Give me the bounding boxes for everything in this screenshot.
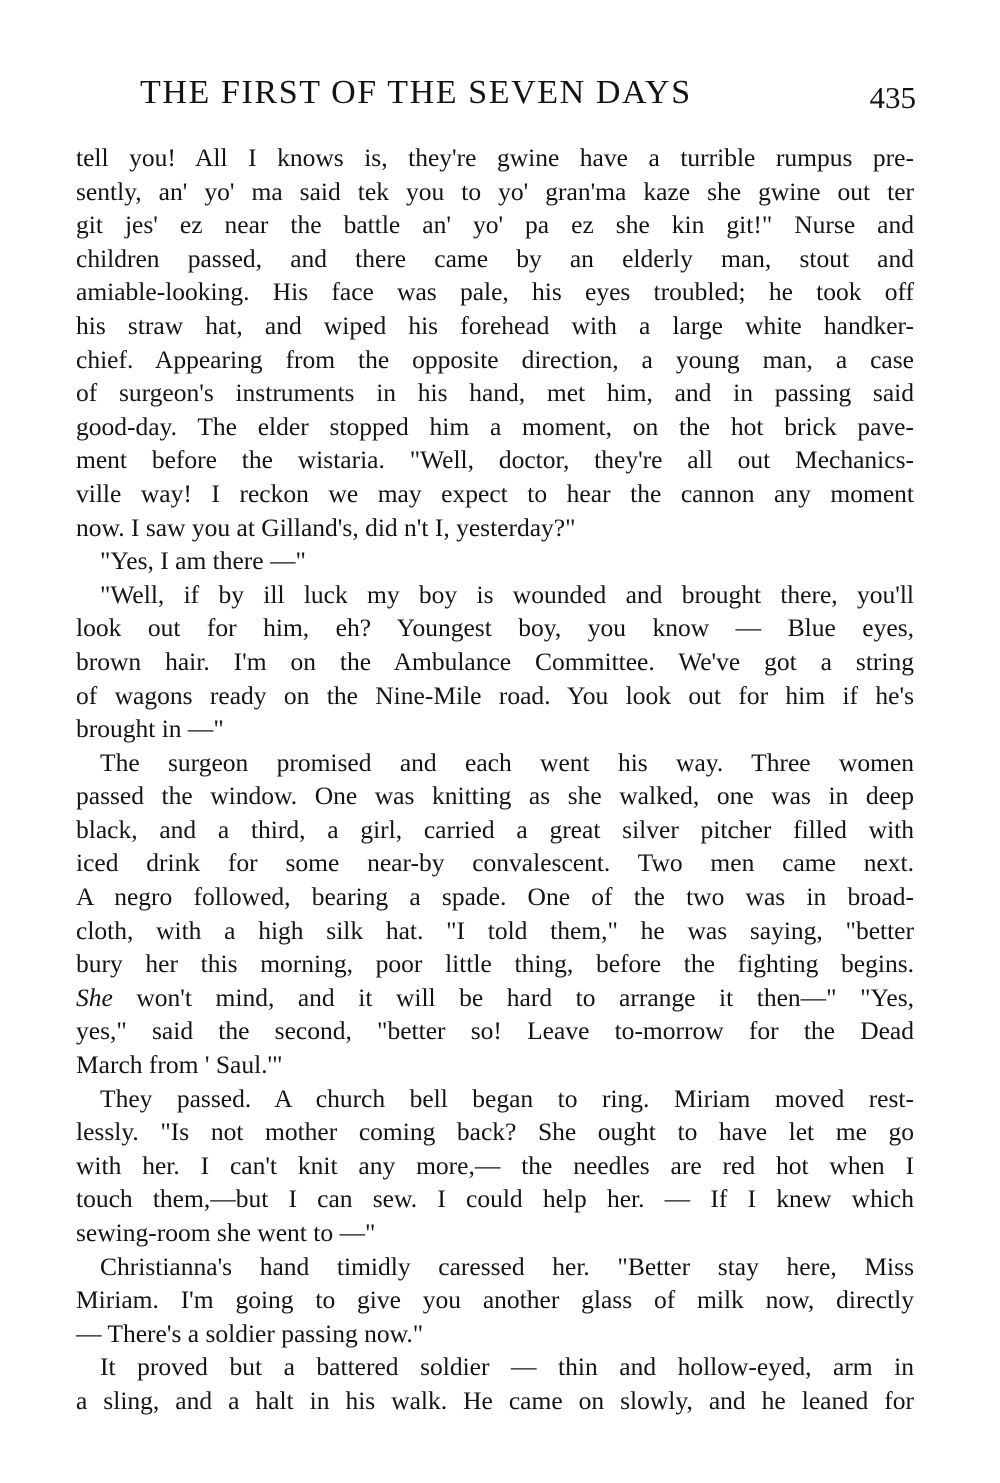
text-line: brought in —"	[76, 714, 224, 744]
text-line: of surgeon's instruments in his hand, met him, and in passing said	[76, 378, 914, 408]
text-line: his straw hat, and wiped his forehead with a large white handker-	[76, 310, 914, 340]
text-line: of wagons ready on the Nine-Mile road. You look out for him if he's	[76, 680, 914, 710]
text-line: children passed, and there came by an elderly man, stout and	[76, 243, 914, 273]
text-line: It proved but a battered soldier — thin and hollow-eyed, arm in	[100, 1352, 914, 1382]
text-line: cloth, with a high silk hat. "I told them," he was saying, "better	[76, 915, 914, 945]
text-line: Christianna's hand timidly caressed her. "Better stay here, Miss	[100, 1251, 914, 1281]
paragraph	[76, 1082, 914, 1250]
text-line: iced drink for some near-by convalescent. Two men came next.	[76, 848, 914, 878]
text-line: tell you! All I knows is, they're gwine have a turrible rumpus pre-	[76, 143, 914, 172]
text-line: Miriam. I'm going to give you another glass of milk now, directly	[76, 1285, 914, 1315]
text-line: yes," said the second, "better so! Leave to-morrow for the Dead	[76, 1016, 914, 1046]
text-line: look out for him, eh? Youngest boy, you know — Blue eyes,	[76, 613, 914, 643]
text-line: passed the window. One was knitting as she walked, one was in deep	[76, 781, 914, 811]
text-line: The surgeon promised and each went his way. Three women	[100, 747, 914, 777]
text-line: A negro followed, bearing a spade. One of the two was in broad-	[76, 882, 914, 912]
text-line: — There's a soldier passing now."	[76, 1318, 424, 1348]
paragraph	[76, 746, 914, 1082]
text-line: black, and a third, a girl, carried a great silver pitcher filled with	[76, 814, 914, 844]
text-line: a sling, and a halt in his walk. He came on slowly, and he leaned for	[76, 1385, 914, 1415]
text-line: "Yes, I am there —"	[100, 546, 306, 576]
text-line: amiable-looking. His face was pale, his eyes troubled; he took off	[76, 277, 914, 307]
paragraph	[76, 1250, 914, 1351]
italic-word: She	[76, 982, 113, 1012]
text-line: "Well, if by ill luck my boy is wounded and brought there, you'll	[100, 579, 914, 609]
text-line-rest: won't mind, and it will be hard to arrange it then—" "Yes,	[112, 982, 914, 1012]
text-line: ville way! I reckon we may expect to hear the cannon any moment	[76, 478, 914, 508]
text-line: ment before the wistaria. "Well, doctor, they're all out Mechanics-	[76, 445, 914, 475]
body-text	[76, 141, 914, 1418]
text-line: brown hair. I'm on the Ambulance Committee. We've got a string	[76, 646, 914, 676]
text-line: with her. I can't knit any more,— the needles are red hot when I	[76, 1150, 914, 1180]
paragraph	[76, 1350, 914, 1417]
text-line: now. I saw you at Gilland's, did n't I, yesterday?"	[76, 512, 576, 542]
text-line: lessly. "Is not mother coming back? She ought to have let me go	[76, 1117, 914, 1147]
text-line	[76, 981, 914, 1015]
running-title: THE FIRST OF THE SEVEN DAYS	[140, 74, 692, 111]
paragraph	[76, 544, 914, 578]
text-line: bury her this morning, poor little thing, before the fighting begins.	[76, 949, 914, 979]
text-line: touch them,—but I can sew. I could help her. — If I knew which	[76, 1184, 914, 1214]
text-line: March from ' Saul.'"	[76, 1050, 283, 1080]
text-line: sently, an' yo' ma said tek you to yo' gran'ma kaze she gwine out ter	[76, 176, 914, 206]
page-number: 435	[869, 80, 916, 115]
text-line: They passed. A church bell began to ring. Miriam moved rest-	[100, 1083, 914, 1113]
text-line: good-day. The elder stopped him a moment, on the hot brick pave-	[76, 411, 914, 441]
paragraph	[76, 578, 914, 746]
page-header	[76, 70, 916, 120]
paragraph	[76, 141, 914, 544]
text-line: chief. Appearing from the opposite direction, a young man, a case	[76, 344, 914, 374]
text-line: git jes' ez near the battle an' yo' pa ez she kin git!" Nurse and	[76, 210, 914, 240]
text-line: sewing-room she went to —"	[76, 1218, 376, 1247]
